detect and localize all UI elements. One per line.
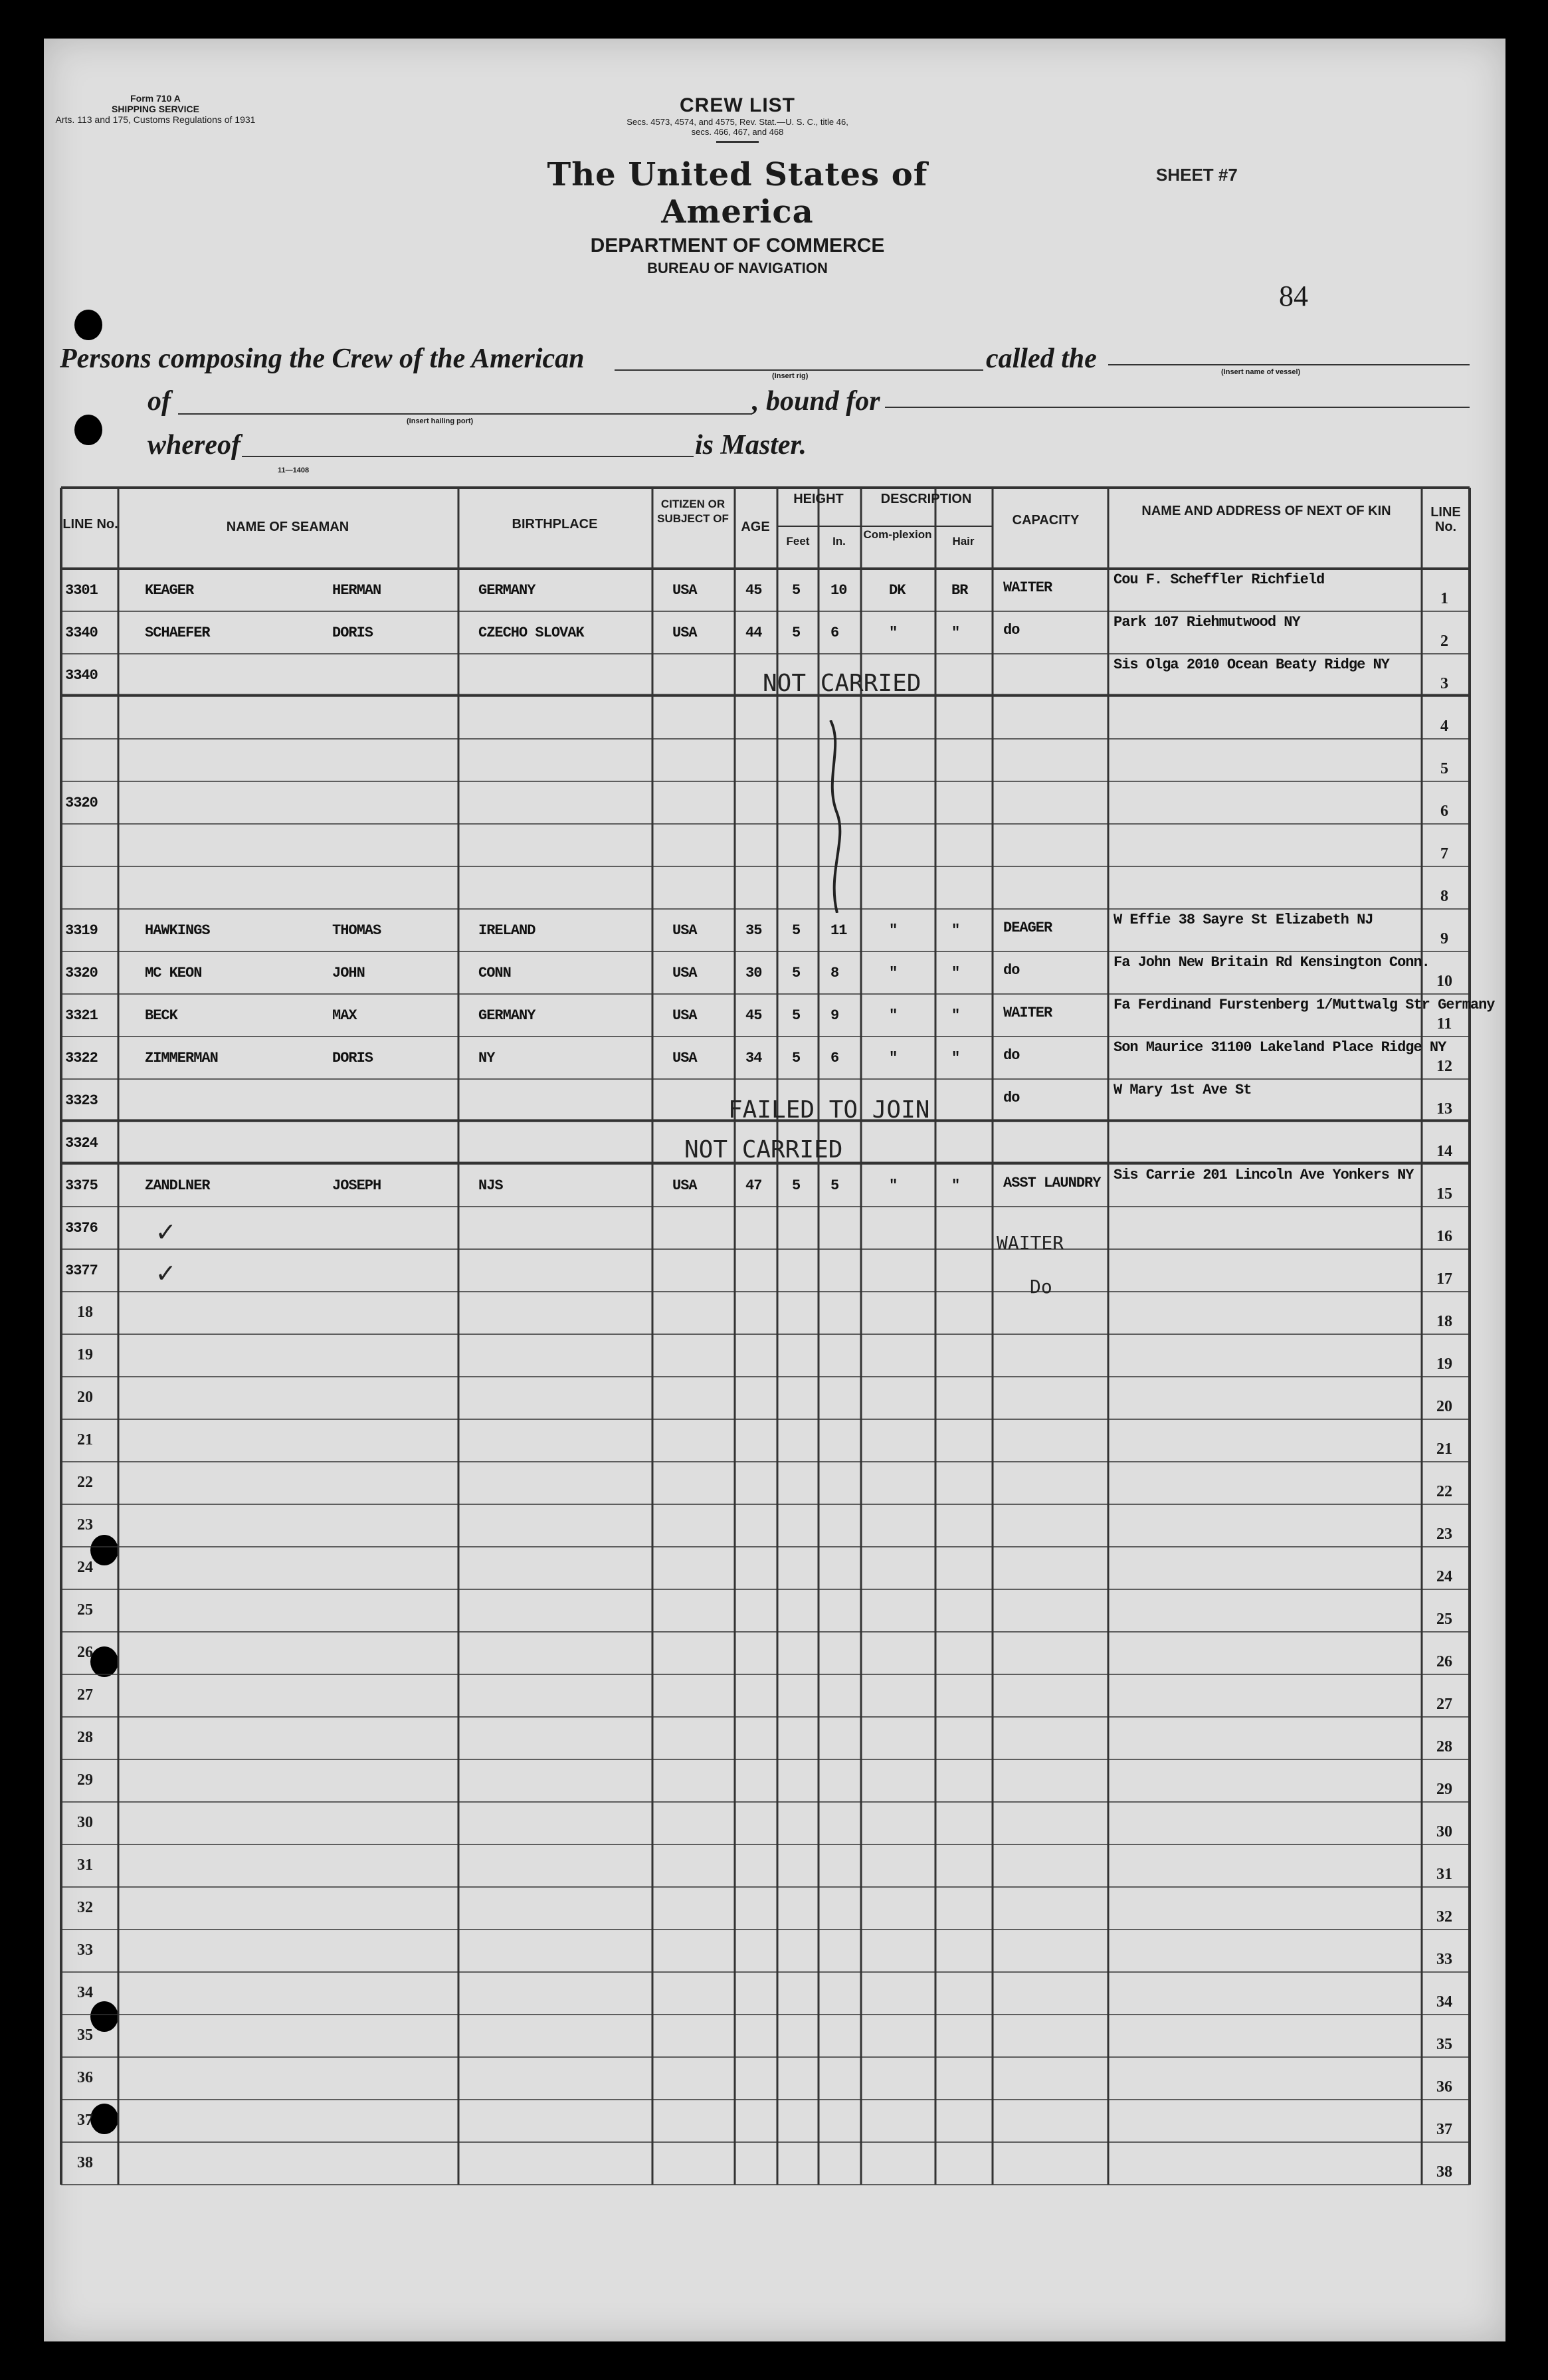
- line-number-right: 11: [1436, 1015, 1452, 1033]
- seaman-hair: ": [951, 922, 960, 939]
- next-of-kin: Cou F. Scheffler Richfield: [1113, 571, 1325, 588]
- line-number-right: 1: [1440, 590, 1448, 607]
- hand-capacity-17: Do: [1030, 1276, 1052, 1298]
- header-hair: Hair: [952, 535, 975, 547]
- annotation-not-carried-2: NOT CARRIED: [684, 1136, 843, 1163]
- seaman-birthplace: GERMANY: [478, 582, 535, 599]
- line-number-right: 3: [1440, 675, 1448, 692]
- row-left-number: 3340: [65, 667, 98, 684]
- next-of-kin: Sis Olga 2010 Ocean Beaty Ridge NY: [1113, 656, 1389, 673]
- line-number-right: 28: [1436, 1738, 1452, 1755]
- country-name: The United States of America: [547, 156, 928, 231]
- line-number-right: 30: [1436, 1823, 1452, 1840]
- line-number-right: 22: [1436, 1483, 1452, 1500]
- line-number-right: 7: [1440, 845, 1448, 862]
- seaman-given-name: THOMAS: [332, 922, 381, 939]
- row-left-number: 3319: [65, 922, 98, 939]
- statute-reference-1: Secs. 4573, 4574, and 4575, Rev. Stat.—U. S. C., title 46,: [627, 117, 848, 127]
- seaman-complexion: ": [889, 1050, 898, 1066]
- line-number-right: 9: [1440, 930, 1448, 947]
- header-citizen: CITIZEN OR SUBJECT OF: [657, 498, 729, 525]
- line-number-left: 21: [77, 1431, 93, 1448]
- seaman-citizenship: USA: [672, 1007, 697, 1024]
- seaman-birthplace: CONN: [478, 965, 511, 981]
- header-complexion: Com-plexion: [863, 528, 932, 541]
- seaman-given-name: DORIS: [332, 625, 373, 641]
- seaman-citizenship: USA: [672, 1177, 697, 1194]
- header-description: DESCRIPTION: [880, 492, 972, 506]
- regulations: Arts. 113 and 175, Customs Regulations of 1931: [55, 114, 256, 125]
- seaman-age: 45: [745, 582, 762, 599]
- statute-reference-2: secs. 466, 467, and 468: [691, 127, 784, 137]
- line-number-left: 24: [77, 1559, 93, 1576]
- header-age: AGE: [741, 520, 770, 534]
- sheet-number: SHEET #7: [1156, 165, 1238, 185]
- seaman-surname: ZANDLNER: [145, 1177, 210, 1194]
- called-the-label: called the: [986, 344, 1097, 374]
- line-number-right: 12: [1436, 1058, 1452, 1075]
- line-number-right: 37: [1436, 2121, 1452, 2138]
- seaman-given-name: JOSEPH: [332, 1177, 381, 1194]
- line-number-left: 34: [77, 1984, 93, 2001]
- annotation-failed-to-join: FAILED TO JOIN: [728, 1096, 930, 1124]
- seaman-surname: ZIMMERMAN: [145, 1050, 218, 1066]
- line-number-right: 26: [1436, 1653, 1452, 1670]
- seaman-given-name: MAX: [332, 1007, 357, 1024]
- seaman-surname: MC KEON: [145, 965, 202, 981]
- line-number-right: 10: [1436, 973, 1452, 990]
- check-mark: ✓: [157, 1256, 175, 1290]
- line-number-right: 5: [1440, 760, 1448, 777]
- next-of-kin: W Mary 1st Ave St: [1113, 1082, 1252, 1098]
- row-left-number: 3324: [65, 1135, 98, 1151]
- seaman-birthplace: CZECHO SLOVAK: [478, 625, 584, 641]
- line-number-right: 33: [1436, 1951, 1452, 1968]
- seaman-age: 30: [745, 965, 762, 981]
- hand-capacity-16: WAITER: [997, 1232, 1064, 1254]
- line-number-left: 32: [77, 1899, 93, 1916]
- port-hint: (Insert hailing port): [407, 417, 474, 425]
- vessel-number: 84: [1279, 280, 1308, 312]
- seaman-height-inches: 6: [830, 625, 839, 641]
- seaman-surname: SCHAEFER: [145, 625, 210, 641]
- line-number-left: 20: [77, 1389, 93, 1406]
- line-number-right: 2: [1440, 633, 1448, 650]
- seaman-hair: BR: [951, 582, 968, 599]
- seaman-height-inches: 11: [830, 922, 847, 939]
- line-number-left: 23: [77, 1516, 93, 1534]
- line-number-right: 17: [1436, 1270, 1452, 1288]
- seaman-birthplace: GERMANY: [478, 1007, 535, 1024]
- seaman-citizenship: USA: [672, 582, 697, 599]
- seaman-complexion: DK: [889, 582, 906, 599]
- seaman-age: 44: [745, 625, 762, 641]
- next-of-kin: Fa John New Britain Rd Kensington Conn.: [1113, 954, 1430, 971]
- seaman-hair: ": [951, 1177, 960, 1194]
- header-feet: Feet: [786, 535, 810, 547]
- header-line-no: LINE No.: [62, 517, 118, 532]
- seaman-age: 35: [745, 922, 762, 939]
- line-number-left: 35: [77, 2027, 93, 2044]
- line-number-right: 14: [1436, 1143, 1452, 1160]
- line-number-left: 18: [77, 1304, 93, 1321]
- department-name: DEPARTMENT OF COMMERCE: [590, 235, 885, 256]
- line-number-left: 30: [77, 1814, 93, 1831]
- line-number-left: 22: [77, 1474, 93, 1491]
- seaman-height-inches: 8: [830, 965, 839, 981]
- line-number-left: 31: [77, 1856, 93, 1874]
- seaman-height-inches: 10: [830, 582, 847, 599]
- line-number-right: 24: [1436, 1568, 1452, 1585]
- line-number-left: 38: [77, 2154, 93, 2171]
- line-number-right: 18: [1436, 1313, 1452, 1330]
- header-birthplace: BIRTHPLACE: [512, 517, 598, 532]
- of-label: of: [147, 386, 171, 417]
- rig-hint: (Insert rig): [772, 372, 809, 380]
- form-number: Form 710 A: [130, 93, 181, 104]
- line-number-right: 21: [1436, 1440, 1452, 1458]
- line-number-left: 25: [77, 1601, 93, 1619]
- service-name: SHIPPING SERVICE: [111, 104, 199, 114]
- line-number-right: 15: [1436, 1185, 1452, 1203]
- seaman-birthplace: NJS: [478, 1177, 503, 1194]
- line-number-left: 19: [77, 1346, 93, 1363]
- line-number-right: 27: [1436, 1696, 1452, 1713]
- seaman-hair: ": [951, 965, 960, 981]
- header-line-no-right: LINE No.: [1430, 505, 1461, 534]
- line-number-left: 33: [77, 1941, 93, 1959]
- header-name: NAME OF SEAMAN: [226, 520, 349, 534]
- annotation-not-carried-1: NOT CARRIED: [763, 670, 921, 697]
- line-number-left: 28: [77, 1729, 93, 1746]
- line-number-right: 32: [1436, 1908, 1452, 1926]
- row-left-number: 3320: [65, 795, 98, 811]
- row-left-number: 3340: [65, 625, 98, 641]
- whereof-label: whereof: [147, 430, 241, 460]
- seaman-citizenship: USA: [672, 965, 697, 981]
- seaman-complexion: ": [889, 1007, 898, 1024]
- row-left-number: 3375: [65, 1177, 98, 1194]
- line-number-right: 4: [1440, 718, 1448, 735]
- row-left-number: 3323: [65, 1092, 98, 1109]
- line-number-right: 31: [1436, 1866, 1452, 1883]
- line-number-right: 16: [1436, 1228, 1452, 1245]
- seaman-height-inches: 5: [830, 1177, 839, 1194]
- check-mark: ✓: [157, 1215, 175, 1248]
- seaman-complexion: ": [889, 1177, 898, 1194]
- next-of-kin: Fa Ferdinand Furstenberg 1/Muttwalg Str Germany: [1113, 997, 1495, 1013]
- seaman-capacity: WAITER: [1003, 1005, 1052, 1021]
- row-left-number: 3301: [65, 582, 98, 599]
- seaman-age: 45: [745, 1007, 762, 1024]
- is-master-label: is Master.: [695, 430, 807, 460]
- seaman-capacity: WAITER: [1003, 579, 1052, 596]
- vessel-hint: (Insert name of vessel): [1221, 368, 1301, 376]
- seaman-height-inches: 9: [830, 1007, 839, 1024]
- line-number-right: 38: [1436, 2163, 1452, 2181]
- seaman-birthplace: NY: [478, 1050, 495, 1066]
- line-number-left: 29: [77, 1771, 93, 1789]
- seaman-hair: ": [951, 625, 960, 641]
- header-inches: In.: [832, 535, 846, 547]
- seaman-birthplace: IRELAND: [478, 922, 535, 939]
- seaman-hair: ": [951, 1007, 960, 1024]
- row-left-number: 3320: [65, 965, 98, 981]
- line-number-right: 13: [1436, 1100, 1452, 1118]
- seaman-capacity: ASST LAUNDRY: [1003, 1175, 1101, 1191]
- seaman-citizenship: USA: [672, 1050, 697, 1066]
- seaman-surname: KEAGER: [145, 582, 194, 599]
- line-number-left: 26: [77, 1644, 93, 1661]
- row-left-number: 3376: [65, 1220, 98, 1237]
- seaman-age: 47: [745, 1177, 762, 1194]
- line-number-left: 27: [77, 1686, 93, 1704]
- bureau-name: BUREAU OF NAVIGATION: [647, 260, 828, 276]
- seaman-complexion: ": [889, 922, 898, 939]
- line-number-left: 36: [77, 2069, 93, 2086]
- seaman-capacity: do: [1003, 1047, 1020, 1064]
- print-code: 11—1408: [278, 466, 310, 474]
- line-number-left: 37: [77, 2112, 93, 2129]
- seaman-height-feet: 5: [792, 965, 801, 981]
- line-number-right: 20: [1436, 1398, 1452, 1415]
- line-number-right: 29: [1436, 1781, 1452, 1798]
- header-next-of-kin: NAME AND ADDRESS OF NEXT OF KIN: [1141, 504, 1391, 518]
- next-of-kin: Park 107 Riehmutwood NY: [1113, 614, 1300, 631]
- seaman-surname: BECK: [145, 1007, 177, 1024]
- line-number-right: 34: [1436, 1993, 1452, 2011]
- seaman-height-inches: 6: [830, 1050, 839, 1066]
- seaman-height-feet: 5: [792, 922, 801, 939]
- seaman-height-feet: 5: [792, 1177, 801, 1194]
- seaman-citizenship: USA: [672, 625, 697, 641]
- line-number-right: 36: [1436, 2078, 1452, 2096]
- bracket-mark: [817, 720, 857, 913]
- persons-label: Persons composing the Crew of the American: [60, 344, 585, 374]
- line-number-right: 6: [1440, 803, 1448, 820]
- seaman-surname: HAWKINGS: [145, 922, 210, 939]
- seaman-capacity: DEAGER: [1003, 920, 1052, 936]
- seaman-hair: ": [951, 1050, 960, 1066]
- bound-for-label: , bound for: [752, 386, 880, 417]
- row-left-number: 3377: [65, 1262, 98, 1279]
- seaman-capacity: do: [1003, 622, 1020, 639]
- line-number-right: 19: [1436, 1355, 1452, 1373]
- line-number-right: 25: [1436, 1611, 1452, 1628]
- seaman-height-feet: 5: [792, 625, 801, 641]
- seaman-height-feet: 5: [792, 1050, 801, 1066]
- seaman-given-name: DORIS: [332, 1050, 373, 1066]
- seaman-height-feet: 5: [792, 1007, 801, 1024]
- seaman-capacity: do: [1003, 1090, 1020, 1106]
- seaman-complexion: ": [889, 965, 898, 981]
- row-left-number: 3321: [65, 1007, 98, 1024]
- line-number-right: 35: [1436, 2036, 1452, 2053]
- seaman-citizenship: USA: [672, 922, 697, 939]
- seaman-capacity: do: [1003, 962, 1020, 979]
- next-of-kin: Sis Carrie 201 Lincoln Ave Yonkers NY: [1113, 1167, 1414, 1183]
- seaman-given-name: JOHN: [332, 965, 365, 981]
- next-of-kin: Son Maurice 31100 Lakeland Place Ridge NY: [1113, 1039, 1446, 1056]
- document-title: CREW LIST: [680, 94, 795, 116]
- header-height: HEIGHT: [793, 492, 844, 506]
- next-of-kin: W Effie 38 Sayre St Elizabeth NJ: [1113, 912, 1373, 928]
- line-number-right: 23: [1436, 1526, 1452, 1543]
- row-left-number: 3322: [65, 1050, 98, 1066]
- seaman-age: 34: [745, 1050, 762, 1066]
- seaman-complexion: ": [889, 625, 898, 641]
- header-capacity: CAPACITY: [1012, 513, 1080, 528]
- line-number-right: 8: [1440, 888, 1448, 905]
- seaman-given-name: HERMAN: [332, 582, 381, 599]
- seaman-height-feet: 5: [792, 582, 801, 599]
